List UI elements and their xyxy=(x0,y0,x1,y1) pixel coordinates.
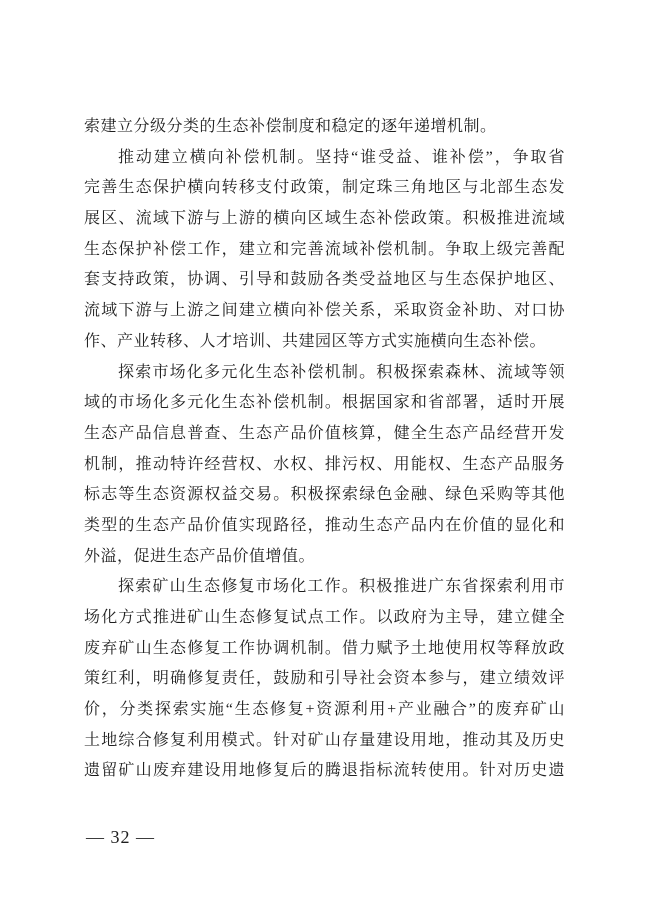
text-line: 套支持政策，协调、引导和鼓励各类受益地区与生态保护地区、 xyxy=(84,271,565,289)
text-line: 标志等生态资源权益交易。积极探索绿色金融、绿色采购等其他 xyxy=(84,486,565,504)
text-line: 场化方式推进矿山生态修复试点工作。以政府为主导，建立健全 xyxy=(84,609,565,626)
text-line: 生态产品信息普查、生态产品价值核算，健全生态产品经营开发 xyxy=(84,424,565,442)
text-line: 废弃矿山生态修复工作协调机制。借力赋予土地使用权等释放政 xyxy=(84,639,565,657)
text-line: 域的市场化多元化生态补偿机制。根据国家和省部署，适时开展 xyxy=(84,394,565,412)
text-line: 价，分类探索实施“生态修复+资源利用+产业融合”的废弃矿山 xyxy=(84,701,565,719)
text-line: 索建立分级分类的生态补偿制度和稳定的逐年递增机制。 xyxy=(84,118,497,135)
text-line: 展区、流域下游与上游的横向区域生态补偿政策。积极推进流域 xyxy=(84,210,565,228)
text-line: 外溢，促进生态产品价值增值。 xyxy=(84,547,316,565)
page-number: — 32 — xyxy=(86,827,155,847)
text-line: 遗留矿山废弃建设用地修复后的腾退指标流转使用。针对历史遗 xyxy=(84,762,565,780)
body-text xyxy=(84,112,565,787)
text-line: 策红利，明确修复责任，鼓励和引导社会资本参与，建立绩效评 xyxy=(84,670,565,688)
text-line: 作、产业转移、人才培训、共建园区等方式实施横向生态补偿。 xyxy=(84,332,547,350)
text-line: 土地综合修复利用模式。针对矿山存量建设用地，推动其及历史 xyxy=(84,731,565,749)
text-line: 机制，推动特许经营权、水权、排污权、用能权、生态产品服务 xyxy=(84,455,565,473)
text-line: 探索矿山生态修复市场化工作。积极推进广东省探索利用市 xyxy=(118,578,565,596)
text-line: 类型的生态产品价值实现路径，推动生态产品内在价值的显化和 xyxy=(84,516,565,534)
text-line: 生态保护补偿工作，建立和完善流域补偿机制。争取上级完善配 xyxy=(84,240,565,258)
text-line: 探索市场化多元化生态补偿机制。积极探索森林、流域等领 xyxy=(118,363,565,381)
text-line: 推动建立横向补偿机制。坚持“谁受益、谁补偿”，争取省 xyxy=(118,148,565,166)
text-line: 流域下游与上游之间建立横向补偿关系，采取资金补助、对口协 xyxy=(84,302,565,320)
text-line: 完善生态保护横向转移支付政策，制定珠三角地区与北部生态发 xyxy=(84,179,565,197)
